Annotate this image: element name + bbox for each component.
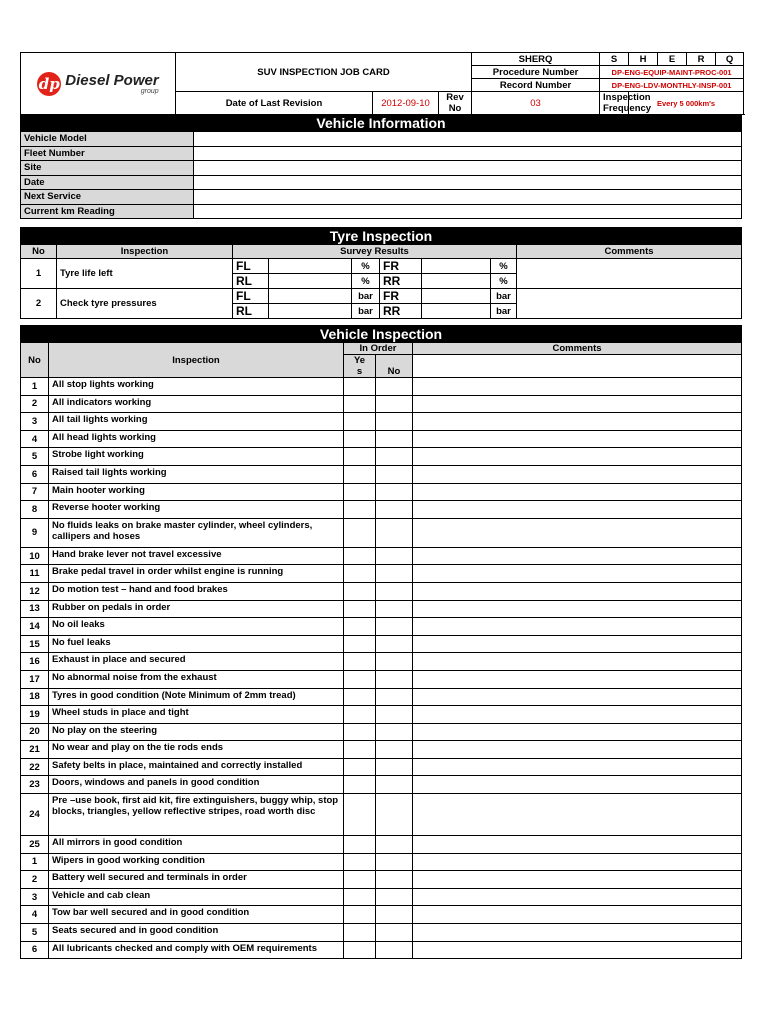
inspection-item-comments-field[interactable]: [413, 741, 742, 759]
inspection-item-text: Strobe light working: [49, 448, 344, 466]
inspection-item-comments-field[interactable]: [413, 688, 742, 706]
vi-col-comments: Comments: [413, 343, 742, 355]
inspection-item-no-checkbox[interactable]: [376, 741, 413, 759]
inspection-item-no-checkbox[interactable]: [376, 378, 413, 396]
inspection-item-text: No oil leaks: [49, 618, 344, 636]
inspection-item-no-checkbox[interactable]: [376, 565, 413, 583]
inspection-item-text: Wipers in good working condition: [49, 853, 344, 871]
inspection-item-no: 6: [21, 941, 49, 959]
tyre-pos-rr: RR: [380, 304, 422, 319]
logo-sub: group: [140, 87, 159, 95]
inspection-item-yes-checkbox[interactable]: [344, 448, 376, 466]
inspection-item-comments-field[interactable]: [413, 794, 742, 836]
inspection-item-no: 17: [21, 670, 49, 688]
tyre-pos-fl: FL: [233, 259, 269, 274]
inspection-item-text: No fuel leaks: [49, 635, 344, 653]
inspection-item-row: [21, 871, 742, 889]
current-km-reading-field[interactable]: [194, 204, 742, 219]
inspection-item-no-checkbox[interactable]: [376, 600, 413, 618]
inspection-item-yes-checkbox[interactable]: [344, 501, 376, 519]
inspection-item-text: Seats secured and in good condition: [49, 924, 344, 942]
inspection-item-no-checkbox[interactable]: [376, 836, 413, 854]
inspection-item-no: 9: [21, 518, 49, 547]
inspection-item-yes-checkbox[interactable]: [344, 483, 376, 501]
inspection-item-no: 7: [21, 483, 49, 501]
inspection-item-yes-checkbox[interactable]: [344, 635, 376, 653]
inspection-item-no-checkbox[interactable]: [376, 395, 413, 413]
fleet-number-field[interactable]: [194, 146, 742, 161]
inspection-item-comments-field[interactable]: [413, 758, 742, 776]
inspection-item-text: All mirrors in good condition: [49, 836, 344, 854]
inspection-item-row: [21, 395, 742, 413]
date-field[interactable]: [194, 175, 742, 190]
inspection-item-row: [21, 836, 742, 854]
procedure-number-value: DP-ENG-EQUIP-MAINT-PROC-001: [600, 66, 744, 79]
vehicle-information-title: Vehicle Information: [21, 115, 742, 132]
inspection-item-yes-checkbox[interactable]: [344, 924, 376, 942]
inspection-item-row: [21, 501, 742, 519]
inspection-item-row: [21, 776, 742, 794]
tyre-life-fr-field[interactable]: [422, 259, 491, 274]
inspection-item-no: 19: [21, 706, 49, 724]
inspection-item-no-checkbox[interactable]: [376, 547, 413, 565]
date-label: Date: [21, 175, 194, 190]
inspection-item-comments-field[interactable]: [413, 582, 742, 600]
revision-date-value: 2012-09-10: [373, 92, 439, 115]
inspection-item-yes-checkbox[interactable]: [344, 565, 376, 583]
tyre-pressure-fl-field[interactable]: [269, 289, 352, 304]
tyre-unit: bar: [352, 289, 380, 304]
tyre-life-fl-field[interactable]: [269, 259, 352, 274]
inspection-item-no: 14: [21, 618, 49, 636]
vehicle-model-label: Vehicle Model: [21, 132, 194, 147]
company-logo: [21, 53, 176, 115]
inspection-item-row: [21, 906, 742, 924]
inspection-item-row: [21, 924, 742, 942]
inspection-item-comments-field[interactable]: [413, 635, 742, 653]
rev-no-label: Rev No: [439, 92, 472, 115]
inspection-item-yes-checkbox[interactable]: [344, 688, 376, 706]
inspection-item-yes-checkbox[interactable]: [344, 888, 376, 906]
revision-date-label: Date of Last Revision: [176, 92, 373, 115]
vehicle-inspection-section: [20, 325, 742, 959]
inspection-item-text: Exhaust in place and secured: [49, 653, 344, 671]
inspection-item-text: All stop lights working: [49, 378, 344, 396]
inspection-item-no-checkbox[interactable]: [376, 670, 413, 688]
tyre-pos-rl: RL: [233, 304, 269, 319]
tyre-pressure-rl-field[interactable]: [269, 304, 352, 319]
inspection-item-row: [21, 565, 742, 583]
sherq-label: SHERQ: [472, 53, 600, 66]
inspection-item-no: 24: [21, 794, 49, 836]
inspection-item-row: [21, 600, 742, 618]
inspection-item-row: [21, 706, 742, 724]
record-number-label: Record Number: [472, 79, 600, 92]
tyre-life-rl-field[interactable]: [269, 274, 352, 289]
inspection-item-row: [21, 723, 742, 741]
vi-col-no-answer: No: [376, 355, 413, 378]
inspection-item-row: [21, 618, 742, 636]
inspection-item-text: No fluids leaks on brake master cylinder, wheel cylinders, callipers and hoses: [49, 518, 344, 547]
inspection-item-comments-field[interactable]: [413, 670, 742, 688]
inspection-item-no: 11: [21, 565, 49, 583]
inspection-item-no: 6: [21, 465, 49, 483]
inspection-item-no: 5: [21, 448, 49, 466]
inspection-item-yes-checkbox[interactable]: [344, 600, 376, 618]
next-service-label: Next Service: [21, 190, 194, 205]
inspection-item-text: Raised tail lights working: [49, 465, 344, 483]
inspection-item-text: All tail lights working: [49, 413, 344, 431]
inspection-item-no-checkbox[interactable]: [376, 906, 413, 924]
procedure-number-label: Procedure Number: [472, 66, 600, 79]
inspection-frequency-label: Inspection Frequency: [600, 92, 629, 115]
inspection-item-no-checkbox[interactable]: [376, 618, 413, 636]
vehicle-information-section: [20, 114, 742, 219]
inspection-item-row: [21, 653, 742, 671]
tyre-row-no: 2: [21, 289, 57, 319]
fleet-number-label: Fleet Number: [21, 146, 194, 161]
inspection-item-no-checkbox[interactable]: [376, 430, 413, 448]
inspection-item-no-checkbox[interactable]: [376, 465, 413, 483]
inspection-item-row: [21, 378, 742, 396]
inspection-item-no: 2: [21, 395, 49, 413]
inspection-item-no-checkbox[interactable]: [376, 871, 413, 889]
inspection-item-comments-field[interactable]: [413, 465, 742, 483]
inspection-item-comments-field[interactable]: [413, 776, 742, 794]
inspection-item-yes-checkbox[interactable]: [344, 670, 376, 688]
inspection-item-row: [21, 430, 742, 448]
tyre-row-inspection: Check tyre pressures: [57, 289, 233, 319]
inspection-item-no-checkbox[interactable]: [376, 888, 413, 906]
inspection-item-no: 10: [21, 547, 49, 565]
inspection-item-yes-checkbox[interactable]: [344, 776, 376, 794]
inspection-item-row: [21, 582, 742, 600]
inspection-item-yes-checkbox[interactable]: [344, 413, 376, 431]
inspection-item-row: [21, 413, 742, 431]
inspection-item-row: [21, 465, 742, 483]
inspection-item-yes-checkbox[interactable]: [344, 836, 376, 854]
inspection-item-row: [21, 483, 742, 501]
inspection-item-text: Safety belts in place, maintained and correctly installed: [49, 758, 344, 776]
sherq-s: S: [600, 53, 629, 66]
inspection-item-no: 5: [21, 924, 49, 942]
inspection-item-no: 25: [21, 836, 49, 854]
tyre-col-no: No: [21, 245, 57, 259]
inspection-item-text: Brake pedal travel in order whilst engine is running: [49, 565, 344, 583]
inspection-item-no-checkbox[interactable]: [376, 706, 413, 724]
inspection-item-text: All indicators working: [49, 395, 344, 413]
inspection-item-no-checkbox[interactable]: [376, 758, 413, 776]
inspection-item-row: [21, 635, 742, 653]
inspection-item-yes-checkbox[interactable]: [344, 547, 376, 565]
inspection-item-comments-field[interactable]: [413, 836, 742, 854]
tyre-pos-fr: FR: [380, 289, 422, 304]
inspection-item-text: All lubricants checked and comply with OEM requirements: [49, 941, 344, 959]
tyre-unit: bar: [491, 304, 517, 319]
vi-col-in-order: In Order: [344, 343, 413, 355]
inspection-item-row: [21, 518, 742, 547]
tyre-unit: %: [491, 274, 517, 289]
inspection-item-comments-field[interactable]: [413, 413, 742, 431]
vi-col-inspection: Inspection: [49, 343, 344, 378]
inspection-item-no: 4: [21, 430, 49, 448]
inspection-item-no: 13: [21, 600, 49, 618]
inspection-item-text: No abnormal noise from the exhaust: [49, 670, 344, 688]
tyre-col-inspection: Inspection: [57, 245, 233, 259]
inspection-item-yes-checkbox[interactable]: [344, 430, 376, 448]
inspection-item-no-checkbox[interactable]: [376, 501, 413, 519]
inspection-item-comments-field[interactable]: [413, 448, 742, 466]
inspection-item-no-checkbox[interactable]: [376, 723, 413, 741]
sherq-e: E: [658, 53, 687, 66]
inspection-item-text: Tyres in good condition (Note Minimum of 2mm tread): [49, 688, 344, 706]
tyre-pos-rl: RL: [233, 274, 269, 289]
inspection-item-row: [21, 853, 742, 871]
inspection-item-yes-checkbox[interactable]: [344, 871, 376, 889]
inspection-item-text: Do motion test – hand and food brakes: [49, 582, 344, 600]
inspection-item-yes-checkbox[interactable]: [344, 518, 376, 547]
tyre-unit: %: [491, 259, 517, 274]
inspection-item-yes-checkbox[interactable]: [344, 741, 376, 759]
diesel-power-logo-icon: dp: [37, 72, 61, 96]
inspection-item-no-checkbox[interactable]: [376, 776, 413, 794]
tyre-pressure-rr-field[interactable]: [422, 304, 491, 319]
tyre-col-survey-results: Survey Results: [233, 245, 517, 259]
inspection-item-no: 12: [21, 582, 49, 600]
site-label: Site: [21, 161, 194, 176]
inspection-item-yes-checkbox[interactable]: [344, 853, 376, 871]
tyre-unit: %: [352, 259, 380, 274]
site-field[interactable]: [194, 161, 742, 176]
inspection-item-comments-field[interactable]: [413, 618, 742, 636]
inspection-item-no: 22: [21, 758, 49, 776]
inspection-item-row: [21, 670, 742, 688]
inspection-item-text: Battery well secured and terminals in order: [49, 871, 344, 889]
inspection-item-no-checkbox[interactable]: [376, 518, 413, 547]
inspection-item-yes-checkbox[interactable]: [344, 758, 376, 776]
sherq-q: Q: [716, 53, 744, 66]
inspection-item-no: 1: [21, 378, 49, 396]
sherq-h: H: [629, 53, 658, 66]
document-header: [20, 52, 744, 115]
inspection-item-comments-field[interactable]: [413, 600, 742, 618]
inspection-item-yes-checkbox[interactable]: [344, 395, 376, 413]
next-service-field[interactable]: [194, 190, 742, 205]
tyre-pressure-comments-field[interactable]: [517, 289, 742, 319]
inspection-item-comments-field[interactable]: [413, 853, 742, 871]
current-km-reading-label: Current km Reading: [21, 204, 194, 219]
inspection-item-comments-field[interactable]: [413, 378, 742, 396]
inspection-item-no: 20: [21, 723, 49, 741]
inspection-item-comments-field[interactable]: [413, 941, 742, 959]
inspection-item-text: No wear and play on the tie rods ends: [49, 741, 344, 759]
inspection-item-row: [21, 448, 742, 466]
inspection-item-no-checkbox[interactable]: [376, 582, 413, 600]
inspection-item-comments-field[interactable]: [413, 518, 742, 547]
inspection-item-no-checkbox[interactable]: [376, 635, 413, 653]
inspection-item-comments-field[interactable]: [413, 547, 742, 565]
record-number-value: DP-ENG-LDV-MONTHLY-INSP-001: [600, 79, 744, 92]
inspection-item-text: Reverse hooter working: [49, 501, 344, 519]
inspection-item-no: 2: [21, 871, 49, 889]
inspection-item-comments-field[interactable]: [413, 395, 742, 413]
document-title: SUV INSPECTION JOB CARD: [176, 53, 472, 92]
inspection-item-text: Pre –use book, first aid kit, fire extinguishers, buggy whip, stop blocks, triangles, yellow reflective stripes, road worth disc: [49, 794, 344, 836]
inspection-frequency-value: Every 5 000km's: [629, 92, 744, 115]
tyre-col-comments: Comments: [517, 245, 742, 259]
inspection-item-yes-checkbox[interactable]: [344, 723, 376, 741]
inspection-item-comments-field[interactable]: [413, 483, 742, 501]
inspection-item-row: [21, 547, 742, 565]
inspection-item-no-checkbox[interactable]: [376, 413, 413, 431]
inspection-item-yes-checkbox[interactable]: [344, 378, 376, 396]
inspection-item-no-checkbox[interactable]: [376, 853, 413, 871]
inspection-item-no-checkbox[interactable]: [376, 941, 413, 959]
tyre-pos-fr: FR: [380, 259, 422, 274]
inspection-item-no: 23: [21, 776, 49, 794]
tyre-life-comments-field[interactable]: [517, 259, 742, 289]
vi-col-no: No: [21, 343, 49, 378]
logo-name: Diesel Power: [65, 71, 159, 89]
inspection-item-row: [21, 941, 742, 959]
inspection-item-text: Vehicle and cab clean: [49, 888, 344, 906]
inspection-item-text: No play on the steering: [49, 723, 344, 741]
inspection-item-comments-field[interactable]: [413, 888, 742, 906]
inspection-item-no-checkbox[interactable]: [376, 653, 413, 671]
inspection-item-no-checkbox[interactable]: [376, 794, 413, 836]
inspection-item-no-checkbox[interactable]: [376, 483, 413, 501]
tyre-unit: bar: [352, 304, 380, 319]
inspection-item-yes-checkbox[interactable]: [344, 465, 376, 483]
inspection-item-text: Tow bar well secured and in good condition: [49, 906, 344, 924]
inspection-item-no: 15: [21, 635, 49, 653]
inspection-item-comments-field[interactable]: [413, 906, 742, 924]
inspection-item-yes-checkbox[interactable]: [344, 794, 376, 836]
inspection-item-yes-checkbox[interactable]: [344, 906, 376, 924]
inspection-item-comments-field[interactable]: [413, 565, 742, 583]
inspection-item-comments-field[interactable]: [413, 706, 742, 724]
inspection-item-text: Wheel studs in place and tight: [49, 706, 344, 724]
inspection-item-comments-field[interactable]: [413, 924, 742, 942]
inspection-item-no: 1: [21, 853, 49, 871]
sherq-r: R: [687, 53, 716, 66]
inspection-item-no: 3: [21, 413, 49, 431]
inspection-item-text: Rubber on pedals in order: [49, 600, 344, 618]
inspection-item-row: [21, 888, 742, 906]
tyre-unit: bar: [491, 289, 517, 304]
tyre-inspection-title: Tyre Inspection: [21, 228, 742, 245]
inspection-item-text: Main hooter working: [49, 483, 344, 501]
inspection-item-comments-field[interactable]: [413, 653, 742, 671]
rev-no-value: 03: [472, 92, 600, 115]
inspection-item-text: Doors, windows and panels in good condition: [49, 776, 344, 794]
inspection-item-no: 8: [21, 501, 49, 519]
inspection-item-yes-checkbox[interactable]: [344, 941, 376, 959]
inspection-item-no-checkbox[interactable]: [376, 448, 413, 466]
tyre-pressure-fr-field[interactable]: [422, 289, 491, 304]
inspection-item-text: Hand brake lever not travel excessive: [49, 547, 344, 565]
inspection-item-text: All head lights working: [49, 430, 344, 448]
inspection-item-row: [21, 688, 742, 706]
inspection-item-no: 3: [21, 888, 49, 906]
inspection-item-row: [21, 794, 742, 836]
vehicle-inspection-title: Vehicle Inspection: [21, 326, 742, 343]
inspection-item-no: 4: [21, 906, 49, 924]
inspection-item-no: 21: [21, 741, 49, 759]
inspection-item-yes-checkbox[interactable]: [344, 582, 376, 600]
inspection-item-yes-checkbox[interactable]: [344, 706, 376, 724]
inspection-item-comments-field[interactable]: [413, 501, 742, 519]
tyre-life-rr-field[interactable]: [422, 274, 491, 289]
inspection-item-comments-field[interactable]: [413, 871, 742, 889]
tyre-row-inspection: Tyre life left: [57, 259, 233, 289]
tyre-unit: %: [352, 274, 380, 289]
tyre-row-no: 1: [21, 259, 57, 289]
tyre-pos-rr: RR: [380, 274, 422, 289]
inspection-item-no: 18: [21, 688, 49, 706]
tyre-pos-fl: FL: [233, 289, 269, 304]
inspection-item-no: 16: [21, 653, 49, 671]
inspection-item-yes-checkbox[interactable]: [344, 618, 376, 636]
tyre-inspection-section: [20, 227, 742, 319]
vehicle-model-field[interactable]: [194, 132, 742, 147]
inspection-item-comments-field[interactable]: [413, 430, 742, 448]
inspection-item-comments-field[interactable]: [413, 723, 742, 741]
inspection-item-no-checkbox[interactable]: [376, 924, 413, 942]
inspection-item-yes-checkbox[interactable]: [344, 653, 376, 671]
vehicle-inspection-items: [21, 378, 742, 959]
inspection-item-row: [21, 741, 742, 759]
vi-col-yes: Ye s: [344, 355, 376, 378]
inspection-item-row: [21, 758, 742, 776]
inspection-item-no-checkbox[interactable]: [376, 688, 413, 706]
